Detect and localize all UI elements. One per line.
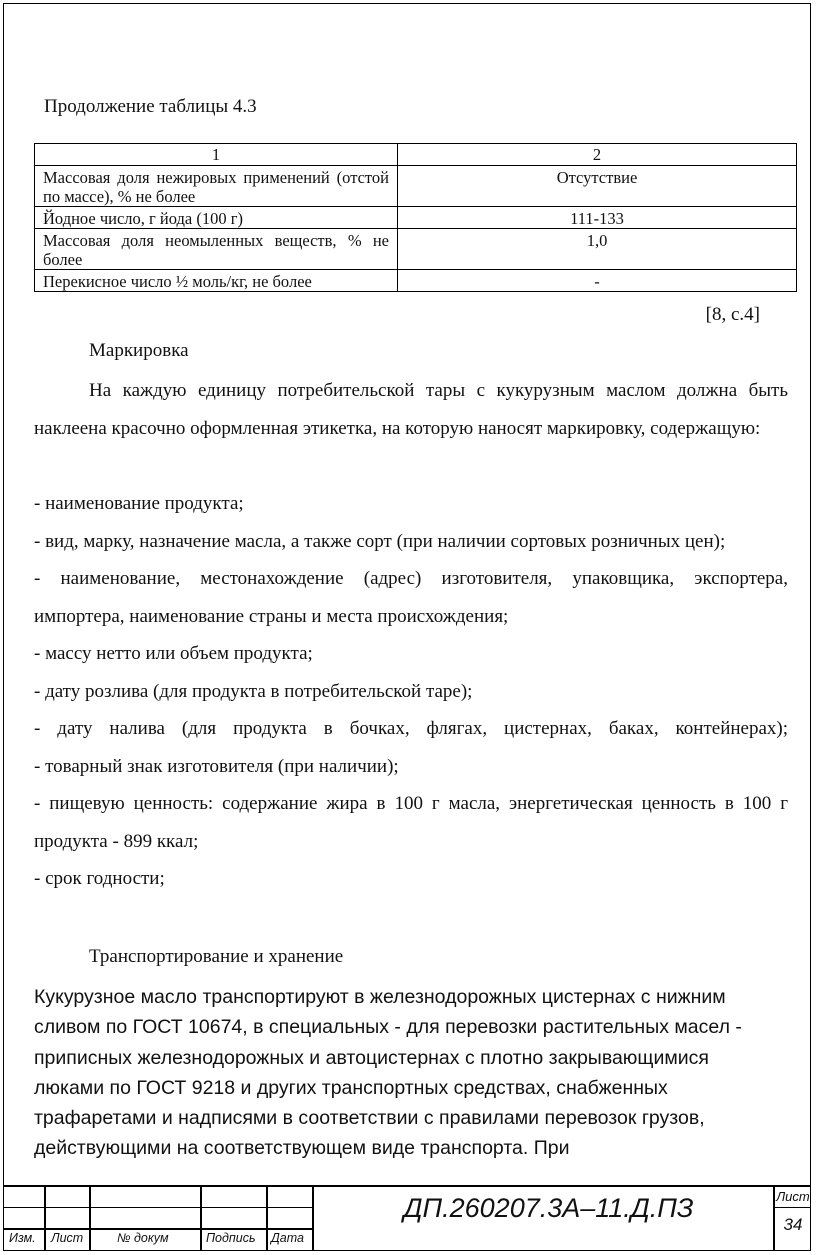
list-item: - товарный знак изготовителя (при наличии);	[34, 755, 399, 777]
paragraph-line: приписных железнодорожных и автоцистернах с плотно закрывающимися	[34, 1046, 709, 1069]
sheet-number: 34	[783, 1215, 803, 1234]
list-item: - дату налива (для продукта в бочках, флягах, цистернах, баках, контейнерах);	[34, 718, 788, 739]
stamp-label-sheet: Лист	[51, 1231, 84, 1245]
list-item: - вид, марку, назначение масла, а также сорт (при наличии сортовых розничных цен);	[34, 530, 726, 552]
row-name-cell: Массовая доля неомыленных веществ, % не более	[35, 229, 398, 270]
list-item: - срок годности;	[34, 868, 165, 889]
transport-paragraph	[34, 982, 794, 1164]
paragraph-line: трафаретами и надписями в соответствии с правилами перевозок грузов,	[34, 1107, 705, 1130]
table-row	[35, 207, 797, 229]
sheet-label: Лист	[776, 1189, 810, 1204]
row-name-cell: Йодное число, г йода (100 г)	[35, 207, 398, 229]
table-row	[35, 166, 797, 207]
title-block-stamp	[3, 1185, 811, 1251]
marking-list	[34, 485, 788, 898]
source-reference: [8, с.4]	[705, 304, 760, 325]
header-cell-2: 2	[398, 144, 797, 166]
paragraph-line: сливом по ГОСТ 10674, в специальных - для перевозки растительных масел -	[34, 1016, 742, 1039]
stamp-label-doc-no: № докум	[117, 1231, 169, 1245]
paragraph-line: Кукурузное масло транспортируют в железнодорожных цистернах с нижним	[34, 986, 726, 1008]
list-item: - пищевую ценность: содержание жира в 100 г масла, энергетическая ценность в 100 г продукта - 899 ккал;	[34, 793, 788, 852]
properties-table	[34, 143, 797, 292]
list-item: - массу нетто или объем продукта;	[34, 643, 313, 664]
table-header-row	[35, 144, 797, 166]
row-value-cell: Отсутствие	[398, 166, 797, 207]
table-caption: Продолжение таблицы 4.3	[44, 96, 257, 117]
list-item: - наименование, местонахождение (адрес) изготовителя, упаковщика, экспортера, импортера, наименование страны и места происхождения;	[34, 568, 788, 627]
marking-paragraph: На каждую единицу потребительской тары с кукурузным маслом должна быть наклеена красочно оформленная этикетка, на которую наносят маркировку, содержащую:	[34, 380, 788, 439]
header-cell-1: 1	[35, 144, 398, 166]
paragraph-line: действующими на соответствующем виде транспорта. При	[34, 1137, 570, 1160]
row-name-cell: Перекисное число ½ моль/кг, не более	[35, 270, 398, 292]
row-name-cell: Массовая доля нежировых применений (отстой по массе), % не более	[35, 166, 398, 207]
section-heading-marking: Маркировка	[89, 340, 189, 361]
row-value-cell: 1,0	[398, 229, 797, 270]
list-item: - наименование продукта;	[34, 493, 244, 514]
stamp-label-date: Дата	[271, 1231, 304, 1245]
row-value-cell: 111-133	[398, 207, 797, 229]
table-row	[35, 270, 797, 292]
paragraph-line: люками по ГОСТ 9218 и других транспортных средствах, снабженных	[34, 1076, 668, 1099]
list-item: - дату розлива (для продукта в потребительской таре);	[34, 680, 473, 702]
section-heading-transport: Транспортирование и хранение	[89, 946, 344, 967]
table-row	[35, 229, 797, 270]
row-value-cell: -	[398, 270, 797, 292]
stamp-label-change: Изм.	[9, 1231, 36, 1245]
document-code: ДП.260207.3А–11.Д.ПЗ	[403, 1193, 694, 1223]
stamp-label-signature: Подпись	[206, 1231, 256, 1245]
